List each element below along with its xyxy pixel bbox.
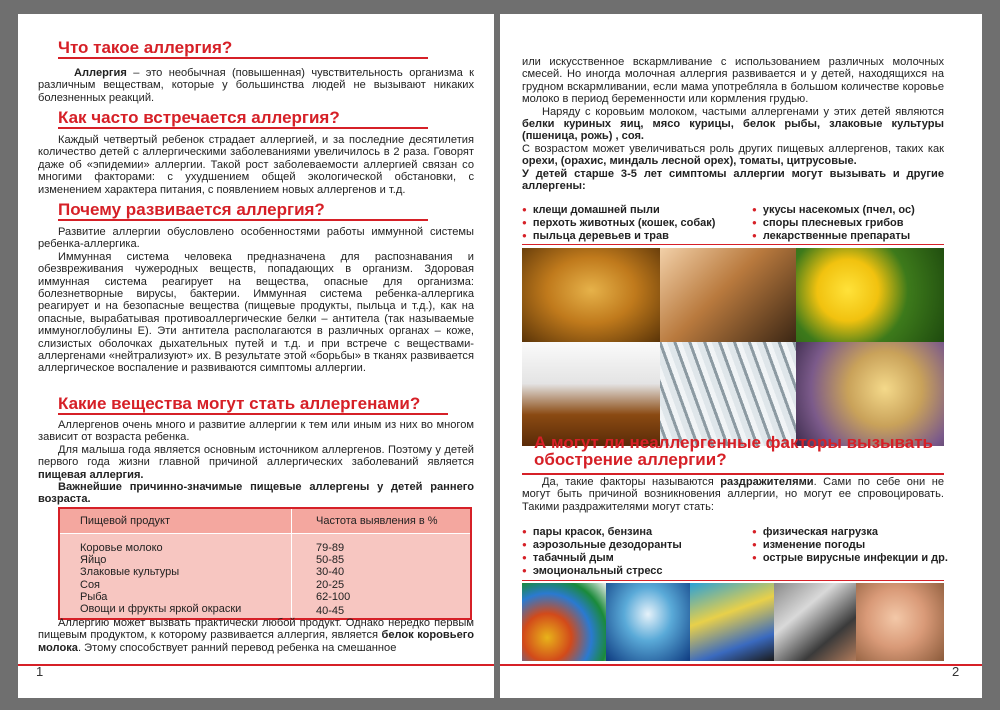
heading-why-develops: Почему развивается аллергия? xyxy=(58,200,325,220)
spray-bottles-image xyxy=(690,583,774,661)
headache-woman-image xyxy=(856,583,944,661)
heading-how-often: Как часто встречается аллергия? xyxy=(58,108,340,128)
dumbbell-image xyxy=(774,583,856,661)
irritant-list-right xyxy=(752,526,962,565)
food-allergens-table xyxy=(58,507,472,620)
divider xyxy=(522,473,944,475)
mold-spores-image xyxy=(660,342,796,446)
page-number: 1 xyxy=(36,664,44,679)
list-item: ● пыльца деревьев и трав xyxy=(522,230,752,243)
table-row: Яйцо 50-85 xyxy=(59,554,471,566)
table-row: Коровье молоко 79-89 xyxy=(59,542,471,554)
heading-what-is-allergy: Что такое аллергия? xyxy=(58,38,232,58)
medicine-bottles-image xyxy=(522,342,660,446)
bottom-rule xyxy=(18,664,494,666)
left-page xyxy=(18,14,494,698)
para-definition: Аллергия – это необычная (повышенная) чувствительность организма к различным веществам, которые у большинства людей не вызывают никаких болезненных реакций. xyxy=(38,67,474,104)
list-item: ● физическая нагрузка xyxy=(752,526,962,539)
divider xyxy=(522,244,944,245)
para-allergens: Аллергенов очень много и развитие аллергии к тем или иным из них во многом зависит от возраста ребенка. Для малыша года является основным источником аллергенов. Поэтому у детей первого года жизни главной причиной аллергических заболеваний является пищевая аллергия. Важнейшие причинно-значимые пищевые аллергены у детей раннего возраста. xyxy=(38,419,474,506)
right-page xyxy=(500,14,982,698)
paint-cans-image xyxy=(522,583,606,661)
list-item: ● табачный дым xyxy=(522,552,752,565)
list-item: ● острые вирусные инфекции и др. xyxy=(752,552,962,565)
child-dog-image xyxy=(660,248,796,342)
heading-non-allergen-factors: А могут ли неаллергенные факторы вызывать обострение аллергии? xyxy=(534,433,934,469)
list-item: ● аэрозольные дезодоранты xyxy=(522,539,752,552)
list-item: ● пары красок, бензина xyxy=(522,526,752,539)
table-row: Рыба 62-100 xyxy=(59,591,471,603)
table-header xyxy=(59,508,471,534)
list-item: ● изменение погоды xyxy=(752,539,962,552)
list-item: ● эмоциональный стресс xyxy=(522,565,752,578)
pollen-image xyxy=(796,342,944,446)
page-number: 2 xyxy=(952,664,960,679)
bee-flower-image xyxy=(796,248,944,342)
irritant-list-left xyxy=(522,526,752,578)
para-cow-milk: Аллергию может вызвать практически любой продукт. Однако нередко первым пищевым продуктом, к которому развивается аллергия, является белок коровьего молока. Этому способствует ранний перевод ребенка на смешанное xyxy=(38,617,474,654)
para-feeding: или искусственное вскармливание с использованием различных молочных смесей. Но иногда молочная аллергия развивается и у детей, находящихся на грудном вскармливании, если мама употребляла в большом количестве коровье молоко в период беременности или кормления грудью. Наряду с коровьим молоком, частыми аллергенами у этих детей являются белки куриных яиц, мясо курицы, белок рыбы, злаковые культуры (пшеница, рожь) , соя. С возрастом может увеличиваться роль других пищевых аллергенов, таких как орехи, (орахис, миндаль лесной орех), томаты, цитрусовые. У детей старше 3-5 лет симптомы аллергии могут вызывать и другие аллергены: xyxy=(522,56,944,193)
table-row: Соя 20-25 xyxy=(59,579,471,591)
allergen-list-right xyxy=(752,204,952,243)
para-prevalence: Каждый четвертый ребенок страдает аллергией, и за последние десятилетия количество детей с аллергическими заболеваниями увеличилось в 2 раза. Говорят даже об «эпидемии» аллергии. Такой рост заболеваемости аллергией связан со многими факторами: с ухудшением общей экологической обстановки, с изменением характера питания, с появлением новых аллергенов и т.д. xyxy=(38,134,474,196)
bottom-rule xyxy=(500,664,982,666)
heading-which-substances: Какие вещества могут стать аллергенами? xyxy=(58,394,420,414)
divider xyxy=(522,580,944,581)
list-item: ● клещи домашней пыли xyxy=(522,204,752,217)
table-header-product: Пищевой продукт xyxy=(59,508,292,534)
list-item: ● споры плесневых грибов xyxy=(752,217,952,230)
list-item: ● лекарственные препараты xyxy=(752,230,952,243)
table-header-frequency: Частота выявления в % xyxy=(292,508,472,534)
para-immune: Развитие аллергии обусловлено особенностями работы иммунной системы ребенка-аллергика. Иммунная система человека предназначена для распознавания и обезвреживания чужеродных веществ, попадающих в организм. Здоровая иммунная система реагирует на вещества, опасные для организма: болезнетворные вирусы, бактерии. Иммунная система ребенка-аллергика реагирует и на безопасные вещества (пищевые продукты, пыльца и т.д.), как на опасные, вырабатывая противоаллергические белки – антитела (так называемые иммуноглобулины Е). Эти антитела располагаются в различных органах – коже, слизистых оболочках дыхательных путей и т.д. и при встрече с веществами-аллергенами «нейтрализуют» их. В результате этой «борьбы» в тканях развивается аллергическое воспаление и развиваются симптомы аллергии. xyxy=(38,226,474,375)
allergen-list-left xyxy=(522,204,752,243)
para-irritants: Да, такие факторы называются раздражителями. Сами по себе они не могут быть причиной возникновения аллергии, но могут ее спровоцировать. Такими раздражителями могут стать: xyxy=(522,476,944,513)
smoke-image xyxy=(606,583,690,661)
list-item: ● укусы насекомых (пчел, ос) xyxy=(752,204,952,217)
table-row: Злаковые культуры 30-40 xyxy=(59,566,471,578)
table-row: Овощи и фрукты яркой окраски 40-45 xyxy=(59,603,471,619)
dust-mite-image xyxy=(522,248,660,342)
list-item: ● перхоть животных (кошек, собак) xyxy=(522,217,752,230)
